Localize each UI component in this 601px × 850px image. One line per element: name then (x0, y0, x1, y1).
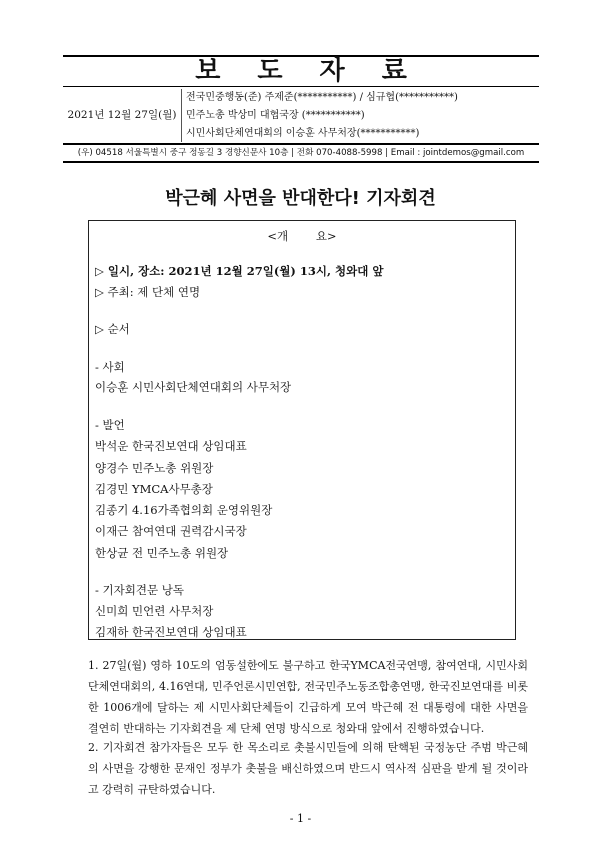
contact-list (186, 89, 458, 143)
contact-line: 시민사회단체연대회의 이승훈 사무처장(***********) (186, 128, 420, 139)
speeches-label: - 발언 (95, 418, 125, 432)
overview-box (88, 220, 516, 640)
release-date: 2021년 12월 27일(월) (63, 89, 182, 142)
speaker-item: 박석운 한국진보연대 상임대표 (95, 439, 247, 453)
body-paragraph-2: 2. 기자회견 참가자들은 모두 한 목소리로 촛불시민들에 의해 탄핵된 국정농단 주범 박근혜의 사면을 강행한 문재인 정부가 촛불을 배신하였으며 반드시 역사적 심판을 받게 될 것이라고 강력히 규탄하였습니다. (88, 741, 528, 796)
contact-line: 전국민중행동(준) 주제준(***********) / 심규협(***********) (186, 92, 458, 103)
speaker-item: 김경민 YMCA사무총장 (95, 482, 213, 496)
mc-name: 이승훈 시민사회단체연대회의 사무처장 (95, 380, 292, 394)
host: ▷ 주최: 제 단체 연명 (95, 285, 201, 299)
address-bar: (우) 04518 서울특별시 중구 정동길 3 경향신문사 10층 | 전화 070-4088-5998 | Email : jointdemos@gmail.com (63, 143, 539, 163)
page-title: 보 도 자 료 (195, 56, 421, 86)
reader-item: 신미희 민언련 사무처장 (95, 604, 214, 618)
datetime-place: ▷ 일시, 장소: 2021년 12월 27일(월) 13시, 청와대 앞 (95, 264, 384, 278)
mc-label: - 사회 (95, 360, 125, 374)
order-label: ▷ 순서 (95, 322, 130, 336)
speaker-item: 이재근 참여연대 권력감시국장 (95, 524, 247, 538)
overview-title: <개 요> (267, 229, 337, 243)
page-number: - 1 - (289, 812, 312, 825)
reader-item: 김재하 한국진보연대 상임대표 (95, 625, 247, 639)
speaker-item: 한상균 전 민주노총 위원장 (95, 546, 229, 560)
press-release-title-box (63, 55, 539, 87)
statement-label: - 기자회견문 낭독 (95, 583, 184, 597)
speaker-item: 양경수 민주노총 위원장 (95, 461, 214, 475)
speaker-item: 김종기 4.16가족협의회 운영위원장 (95, 503, 273, 517)
headline: 박근혜 사면을 반대한다! 기자회견 (165, 188, 436, 209)
contact-line: 민주노총 박상미 대협국장 (***********) (186, 110, 365, 121)
body-paragraph-1: 1. 27일(월) 영하 10도의 엄동설한에도 불구하고 한국YMCA전국연맹, 참여연대, 시민사회단체연대회의, 4.16연대, 민주언론시민연합, 전국민주노동조합총연맹, 한국진보연대를 비롯한 1006개에 달하는 제 시민사회단체들이 긴급하게 모여 박근혜 전 대통령에 대한 사면을 결연히 반대하는 기자회견을 제 단체 연명 방식으로 청와대 앞에서 진행하였습니다. (88, 659, 528, 735)
